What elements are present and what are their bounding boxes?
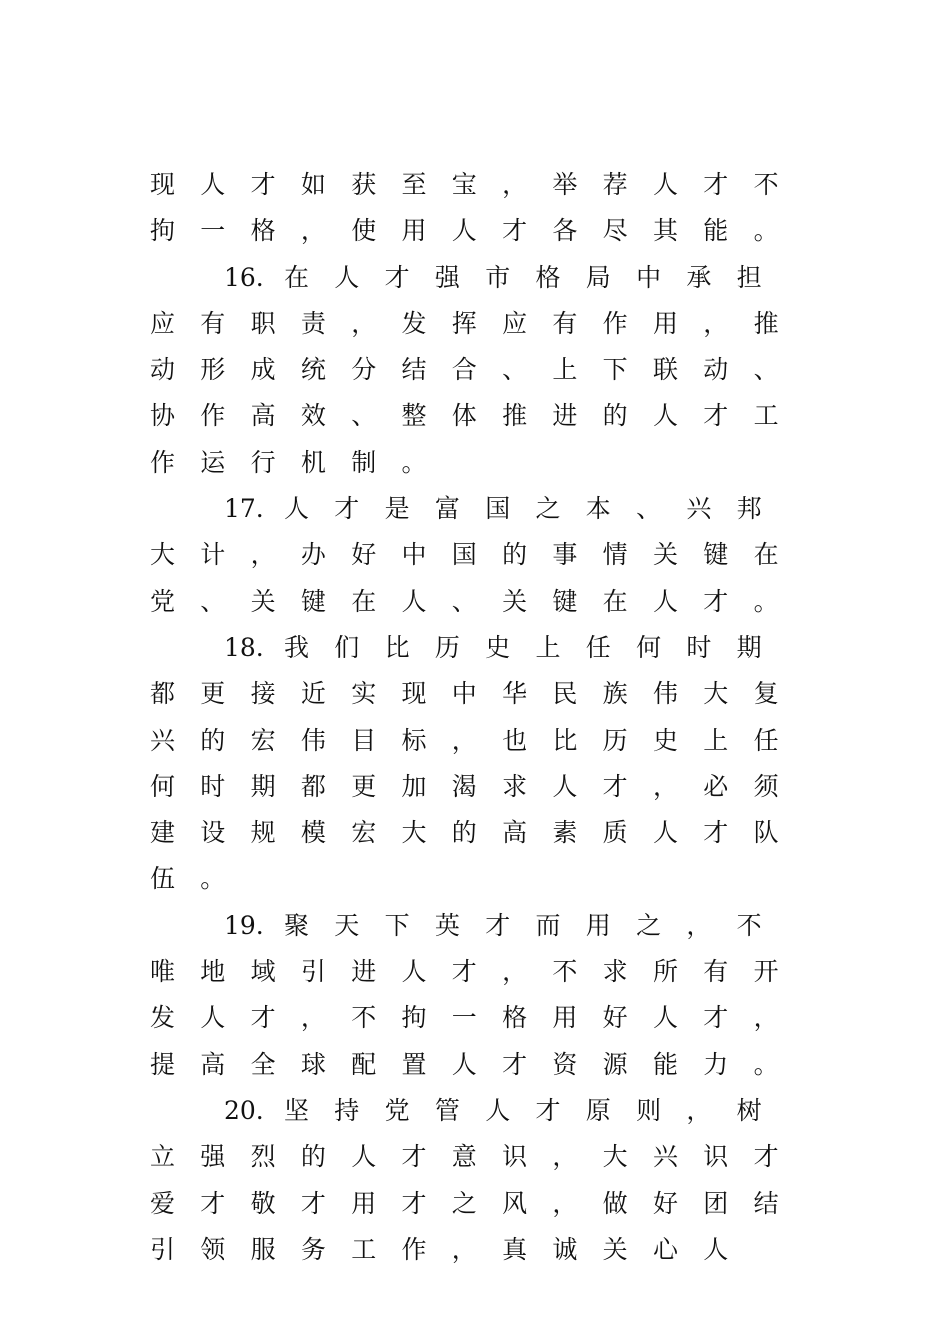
text-line: 建 设 规 模 宏 大 的 高 素 质 人 才 队: [150, 818, 779, 848]
text-line: 应 有 职 责 ， 发 挥 应 有 作 用 ， 推: [150, 308, 779, 338]
text-line: 发 人 才 ， 不 拘 一 格 用 好 人 才 ，: [150, 1003, 779, 1033]
text-line: 唯 地 域 引 进 人 才 ， 不 求 所 有 开: [150, 957, 779, 987]
text-line: 立 强 烈 的 人 才 意 识 ， 大 兴 识 才: [150, 1142, 779, 1172]
text-line: 爱 才 敬 才 用 才 之 风 ， 做 好 团 结: [150, 1188, 779, 1218]
text-line: 20. 坚 持 党 管 人 才 原 则 ， 树: [224, 1095, 762, 1125]
body-text: [150, 162, 790, 1273]
text-line: 拘 一 格 ， 使 用 人 才 各 尽 其 能 。: [150, 216, 779, 246]
text-line: 作 运 行 机 制 。: [150, 447, 427, 477]
text-line: 动 形 成 统 分 结 合 、 上 下 联 动 、: [150, 355, 779, 385]
text-line: 19. 聚 天 下 英 才 而 用 之 ， 不: [224, 910, 762, 940]
text-line: 引 领 服 务 工 作 ， 真 诚 关 心 人: [150, 1234, 729, 1264]
text-line: 协 作 高 效 、 整 体 推 进 的 人 才 工: [150, 401, 779, 431]
text-line: 党 、 关 键 在 人 、 关 键 在 人 才 。: [150, 586, 779, 616]
text-line: 兴 的 宏 伟 目 标 ， 也 比 历 史 上 任: [150, 725, 779, 755]
text-line: 现 人 才 如 获 至 宝 ， 举 荐 人 才 不: [150, 170, 779, 199]
text-line: 何 时 期 都 更 加 渴 求 人 才 ， 必 须: [150, 771, 779, 801]
text-line: 18. 我 们 比 历 史 上 任 何 时 期: [224, 632, 762, 662]
text-line: 17. 人 才 是 富 国 之 本 、 兴 邦: [224, 494, 762, 524]
text-line: 提 高 全 球 配 置 人 才 资 源 能 力 。: [150, 1049, 779, 1079]
text-line: 伍 。: [150, 864, 226, 894]
text-line: 16. 在 人 才 强 市 格 局 中 承 担: [224, 262, 762, 292]
text-line: 大 计 ， 办 好 中 国 的 事 情 关 键 在: [150, 540, 779, 570]
text-line: 都 更 接 近 实 现 中 华 民 族 伟 大 复: [150, 679, 779, 709]
